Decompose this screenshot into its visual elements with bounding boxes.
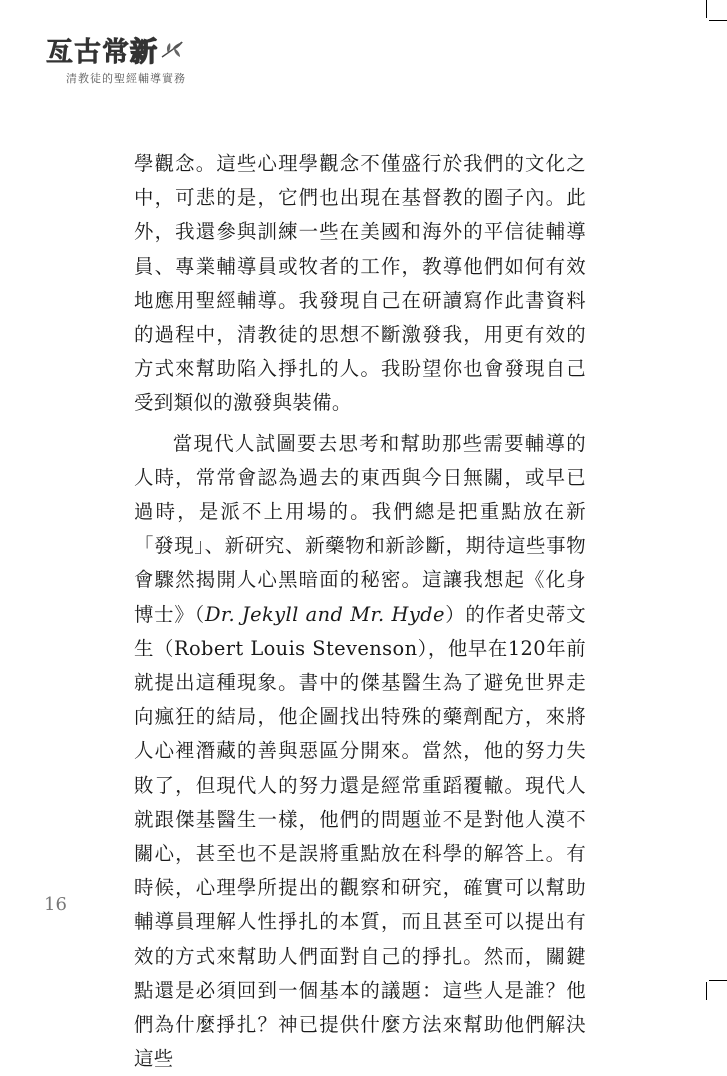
book-logo [46, 38, 186, 68]
english-book-title: Dr. Jekyll and Mr. Hyde [204, 602, 445, 626]
paragraph: 當現代人試圖要去思考和幫助那些需要輔導的人時，常常會認為過去的東西與今日無關，或早已過時，是派不上用場的。我們總是把重點放在新「發現」、新研究、新藥物和新診斷，期待這些事物會驟然揭開人心黑暗面的秘密。這讓我想起《化身博士》（Dr. Jekyll and Mr. Hyde）的作者史蒂文生（Robert Louis Stevenson），他早在120年前就提出這種現象。書中的傑基醫生為了避免世界走向瘋狂的結局，他企圖找出特殊的藥劑配方，來將人心裡潛藏的善與惡區分開來。當然，他的努力失敗了，但現代人的努力還是經常重蹈覆轍。現代人就跟傑基醫生一樣，他們的問題並不是對他人漠不關心，甚至也不是誤將重點放在科學的解答上。有時候，心理學所提出的觀察和研究，確實可以幫助輔導員理解人性掙扎的本質，而且甚至可以提出有效的方式來幫助人們面對自己的掙扎。然而，關鍵點還是必須回到一個基本的議題：這些人是誰？他們為什麼掙扎？神已提供什麼方法來幫助他們解決這些 [134, 431, 586, 1071]
crop-mark [706, 0, 707, 18]
crop-mark [709, 20, 727, 21]
leaf-sprig-icon [160, 39, 186, 61]
page-number: 16 [44, 894, 67, 915]
crop-mark [706, 982, 707, 1000]
paragraph: 學觀念。這些心理學觀念不僅盛行於我們的文化之中，可悲的是，它們也出現在基督教的圈子內。此外，我還參與訓練一些在美國和海外的平信徒輔導員、專業輔導員或牧者的工作，教導他們如何有效地應用聖經輔導。我發現自己在研讀寫作此書資料的過程中，清教徒的思想不斷激發我，用更有效的方式來幫助陷入掙扎的人。我盼望你也會發現自己受到類似的激發與裝備。 [134, 152, 586, 415]
crop-mark [709, 980, 727, 981]
running-header [46, 38, 186, 86]
book-title: 亙古常新 [46, 37, 158, 68]
body-text [134, 147, 586, 1076]
book-subtitle: 清教徒的聖經輔導實務 [66, 72, 186, 85]
